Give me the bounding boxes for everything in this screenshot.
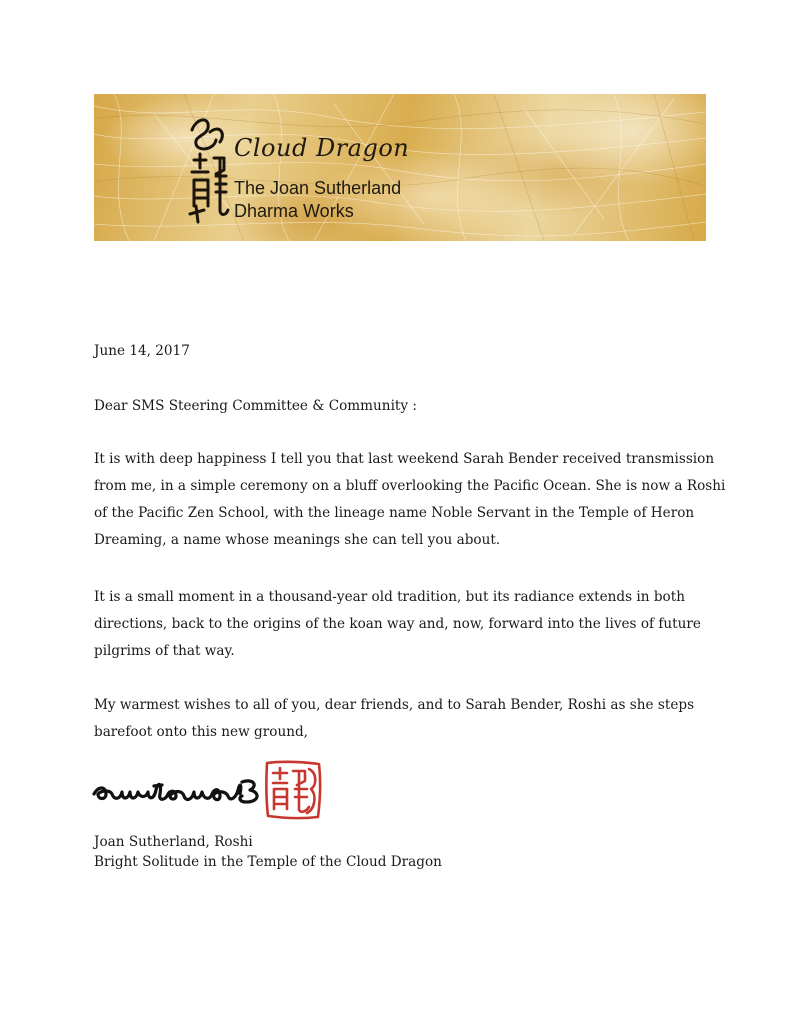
brand-wordmark: Cloud Dragon [234,134,410,162]
brand-line-organization: The Joan Sutherland [234,178,402,198]
paragraph-line: pilgrims of that way. [94,643,235,659]
paragraph-line: My warmest wishes to all of you, dear friends, and to Sarah Bender, Roshi as she steps [94,697,695,713]
paragraph-line: It is with deep happiness I tell you that last weekend Sarah Bender received transmission [94,451,715,467]
paragraph-line: Dreaming, a name whose meanings she can tell you about. [94,532,501,548]
red-chop-seal-icon [263,759,323,821]
letter-paragraph [94,692,706,746]
paragraph-line: directions, back to the origins of the koan way and, now, forward into the lives of future [94,616,701,632]
letter-paragraph [94,446,726,554]
signer-lineage-title: Bright Solitude in the Temple of the Cloud Dragon [94,854,442,870]
letter-date: June 14, 2017 [94,343,190,359]
handwritten-signature [92,772,272,808]
paragraph-line: It is a small moment in a thousand-year old tradition, but its radiance extends in both [94,589,685,605]
brand-line-organization-second: Dharma Works [234,201,354,221]
dragon-seal-glyph-icon [186,110,230,226]
letterhead-banner [94,94,706,241]
letter-paragraph [94,584,706,665]
letter-salutation: Dear SMS Steering Committee & Community : [94,398,417,414]
signer-name: Joan Sutherland, Roshi [94,834,253,850]
paragraph-line: of the Pacific Zen School, with the lineage name Noble Servant in the Temple of Heron [94,505,695,521]
paragraph-line: from me, in a simple ceremony on a bluff overlooking the Pacific Ocean. She is now a Roshi [94,478,726,494]
paragraph-line: barefoot onto this new ground, [94,724,308,740]
